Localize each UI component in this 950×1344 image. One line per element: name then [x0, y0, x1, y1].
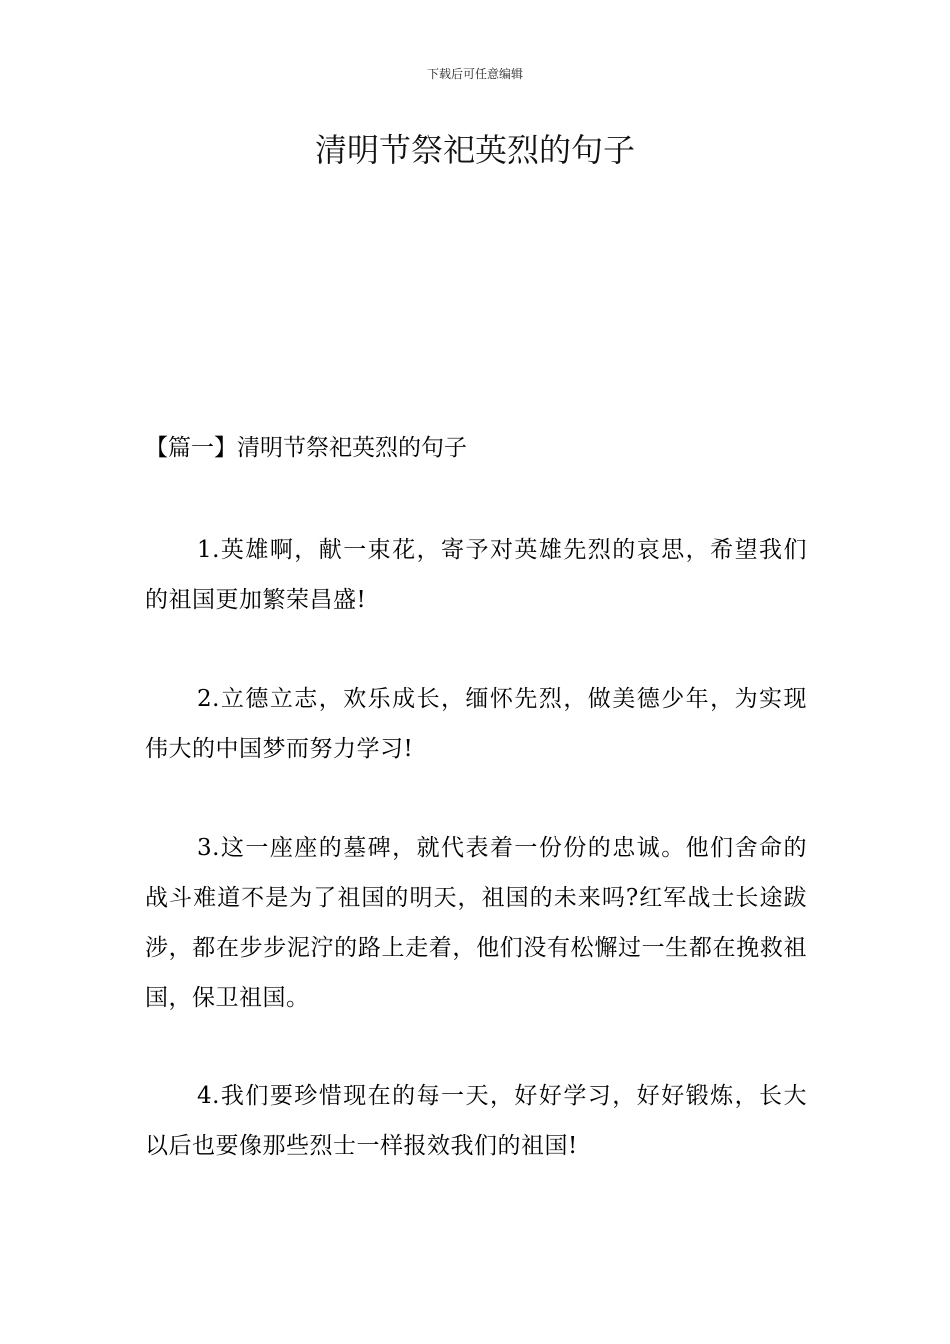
list-item: 1.英雄啊，献一束花，寄予对英雄先烈的哀思，希望我们的祖国更加繁荣昌盛!	[145, 537, 807, 613]
list-item: 2.立德立志，欢乐成长，缅怀先烈，做美德少年，为实现伟大的中国梦而努力学习!	[145, 686, 807, 762]
list-item: 4.我们要珍惜现在的每一天，好好学习，好好锻炼，长大以后也要像那些烈士一样报效我们的祖国!	[145, 1083, 807, 1159]
header-note: 下载后可任意编辑	[426, 67, 523, 81]
section-heading: 【篇一】清明节祭祀英烈的句子	[145, 435, 467, 461]
document-title: 清明节祭祀英烈的句子	[314, 131, 635, 169]
list-item: 3.这一座座的墓碑，就代表着一份份的忠诚。他们舍命的战斗难道不是为了祖国的明天，祖国的未来吗?红军战士长途跋涉，都在步步泥泞的路上走着，他们没有松懈过一生都在挽救祖国，保卫祖国。	[145, 835, 807, 1011]
